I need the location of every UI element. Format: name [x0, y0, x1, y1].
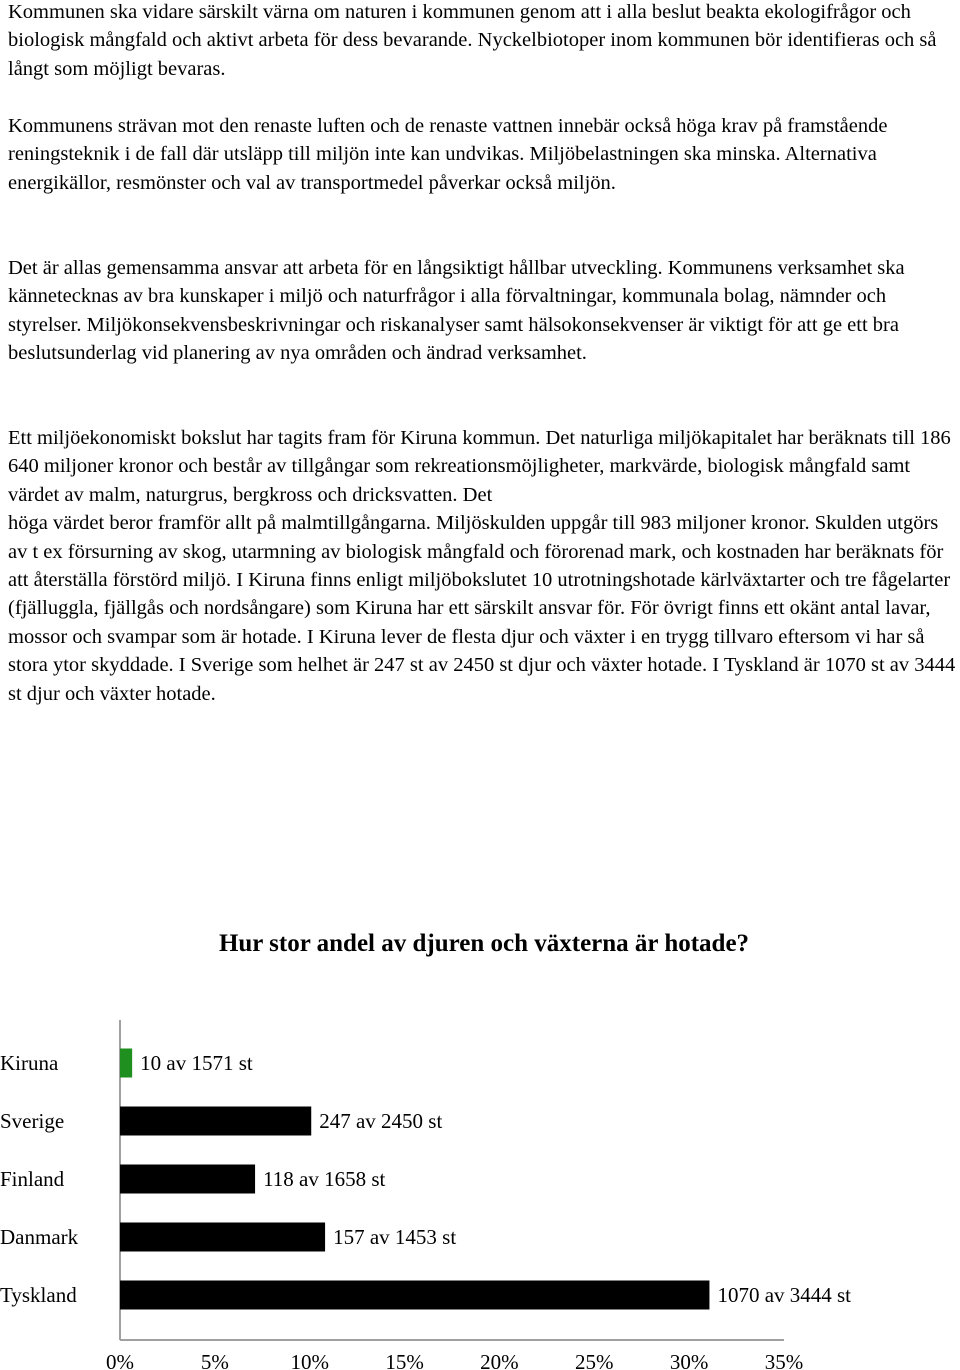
chart-title: Hur stor andel av djuren och växterna är hotade?: [218, 930, 750, 957]
x-tick-label: 20%: [480, 1350, 519, 1370]
x-tick-label: 30%: [669, 1350, 709, 1370]
paragraph-sustainability: Det är allas gemensamma ansvar att arbeta för en långsiktigt hållbar utveckling. Kommunens verksamhet ska kännetecknas av bra kunskaper i miljö och naturfrågor i alla förvaltningar, kommunala bolag, nämnder och styrelser. Miljökonsekvensbeskrivningar och riskanalyser samt hälsokonsekvenser är viktigt för att ge ett bra beslutsunderlag vid planering av nya områden och ändrad verksamhet.: [8, 257, 905, 365]
category-label: Kiruna: [0, 1051, 59, 1075]
x-tick-label: 0%: [106, 1350, 134, 1370]
bar: [120, 1165, 255, 1194]
data-label: 157 av 1453 st: [333, 1225, 457, 1249]
data-label: 1070 av 3444 st: [717, 1283, 852, 1307]
threatened-species-bar-chart: [0, 1010, 960, 1370]
paragraph-environmental-accounts: Ett miljöekonomiskt bokslut har tagits fram för Kiruna kommun. Det naturliga miljökapitalet har beräknats till 186 640 miljoner kronor och består av tillgångar som rekreationsmöjligheter, markvärde, biologisk mångfald samt värdet av malm, naturgrus, bergkross och dricksvatten. Det höga värdet beror framför allt på malmtillgångarna. Miljöskulden uppgår till 983 miljoner kronor. Skulden utgörs av t ex försurning av skog, utarmning av biologisk mångfald och förorenad mark, och kostnaden har beräknats för att återställa förstörd miljö. I Kiruna finns enligt miljöbokslutet 10 utrotningshotade kärlväxtarter och tre fågelarter (fjälluggla, fjällgås och nordsångare) som Kiruna har ett särskilt ansvar för. För övrigt finns ett okänt antal lavar, mossor och svampar som är hotade. I Kiruna lever de flesta djur och växter i en trygg tillvaro eftersom vi har så stora ytor skyddade. I Sverige som helhet är 247 st av 2450 st djur och växter hotade. I Tyskland är 1070 st av 3444 st djur och växter hotade.: [8, 427, 956, 705]
category-label: Finland: [0, 1167, 65, 1191]
data-label: 10 av 1571 st: [140, 1051, 253, 1075]
x-tick-label: 15%: [385, 1350, 424, 1370]
category-label: Sverige: [0, 1109, 65, 1133]
bar: [120, 1281, 709, 1310]
paragraph-nature: Kommunen ska vidare särskilt värna om naturen i kommunen genom att i alla beslut beakta ekologifrågor och biologisk mångfald och aktivt arbeta för dess bevarande. Nyckelbiotoper inom kommunen bör identifieras och så långt som möjligt bevaras.: [8, 1, 937, 80]
category-label: Tyskland: [0, 1283, 77, 1307]
x-tick-label: 25%: [575, 1350, 614, 1370]
x-tick-label: 10%: [290, 1350, 329, 1370]
bar: [120, 1223, 325, 1252]
x-tick-label: 5%: [200, 1350, 229, 1370]
category-label: Danmark: [0, 1225, 79, 1249]
x-tick-label: 35%: [764, 1350, 804, 1370]
bar: [120, 1107, 311, 1136]
bar: [120, 1049, 132, 1078]
paragraph-air-water: Kommunens strävan mot den renaste luften och de renaste vattnen innebär också höga krav på framstående reningsteknik i de fall där utsläpp till miljön inte kan undvikas. Miljöbelastningen ska minska. Alternativa energikällor, resmönster och val av transportmedel påverkar också miljön.: [8, 115, 888, 194]
data-label: 118 av 1658 st: [263, 1167, 386, 1191]
data-label: 247 av 2450 st: [319, 1109, 443, 1133]
